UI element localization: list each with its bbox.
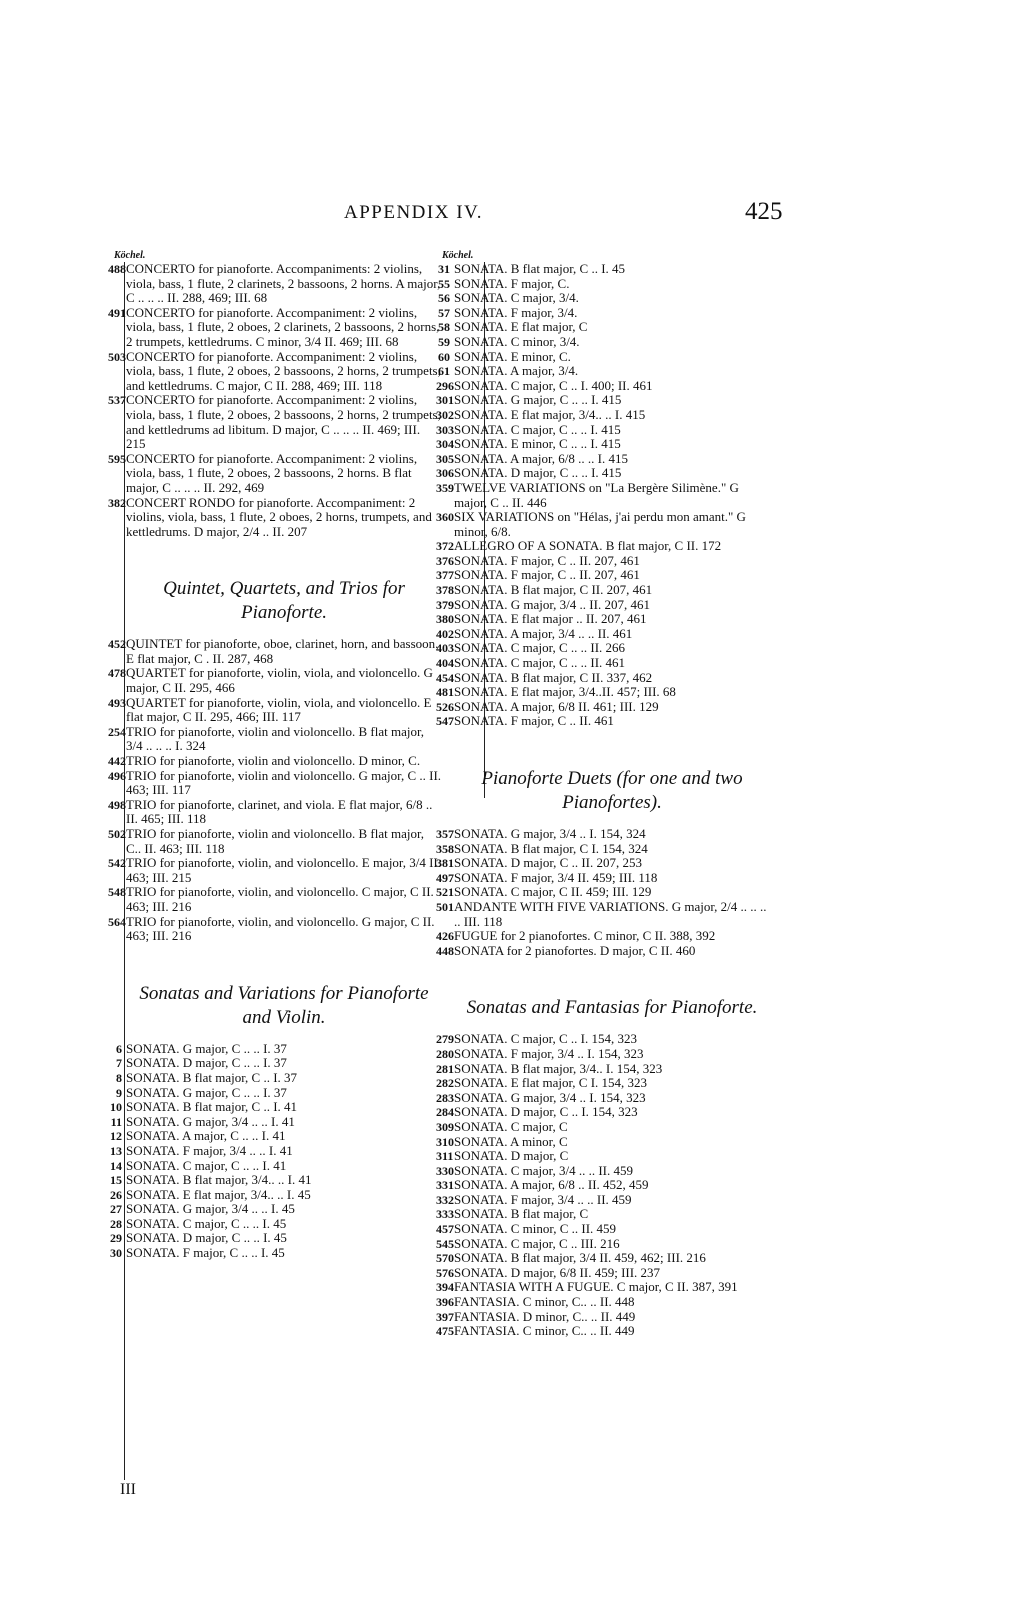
koechel-number: 497 — [436, 870, 454, 885]
catalogue-entry — [112, 1100, 442, 1115]
koechel-number: 360 — [436, 510, 454, 525]
catalogue-entry — [436, 538, 770, 554]
page-title: APPENDIX IV. — [344, 202, 484, 223]
entry-text: CONCERT RONDO for pianoforte. Accompaniment: 2 violins, viola, bass, 1 flute, 2 oboes, 2 horns, trumpets, and kettledrums. D major, 2/4 .. II. 207 — [126, 494, 432, 539]
entry-text: SONATA. D major, C — [454, 1148, 569, 1164]
koechel-number: 382 — [108, 495, 126, 510]
koechel-number: 333 — [436, 1207, 454, 1222]
entry-text: SONATA. C major, C .. I. 400; II. 461 — [454, 377, 653, 393]
entry-text: SONATA. E minor, C. — [454, 348, 571, 364]
section-heading-quintet: Quintet, Quartets, and Trios for Pianoforte. — [163, 578, 405, 624]
koechel-number: 306 — [436, 466, 454, 481]
catalogue-entry — [112, 1129, 442, 1144]
koechel-number: 60 — [438, 349, 450, 364]
catalogue-entry — [108, 494, 442, 540]
catalogue-entry — [436, 1148, 770, 1164]
koechel-column-label-left: Köchel. — [114, 250, 146, 261]
catalogue-entry — [112, 1246, 442, 1261]
koechel-number: 282 — [436, 1076, 454, 1091]
entry-text: SONATA. E flat major, 3/4.. .. I. 415 — [454, 406, 646, 422]
entry-text: CONCERTO for pianoforte. Accompaniment: 2 violins, viola, bass, 1 flute, 2 oboes, 2 bassoons, 2 horns, 2 trumpets, and kettledrums ad libitum. D major, C .. .. .. II. 469; III. 215 — [126, 392, 441, 452]
catalogue-entry — [436, 1045, 770, 1062]
catalogue-entry — [112, 1159, 442, 1174]
entry-text: SONATA. D major, 6/8 II. 459; III. 237 — [454, 1264, 661, 1280]
entry-text: SIX VARIATIONS on "Hélas, j'ai perdu mon amant." G minor, 6/8. — [454, 509, 746, 539]
koechel-number: 59 — [438, 334, 450, 349]
koechel-number: 56 — [438, 291, 450, 306]
left-column — [108, 261, 442, 1261]
catalogue-entry — [108, 855, 442, 885]
koechel-number: 576 — [436, 1265, 454, 1280]
koechel-number: 564 — [108, 914, 126, 929]
entry-text: TRIO for pianoforte, clarinet, and viola. E flat major, 6/8 .. II. 465; III. 118 — [126, 796, 433, 827]
entry-text: SONATA. C minor, 3/4. — [454, 333, 580, 349]
entry-text: QUARTET for pianoforte, violin, viola, and violoncello. G major, C II. 295, 466 — [126, 665, 433, 696]
catalogue-entry — [436, 1235, 770, 1252]
entry-text: SONATA. F major, 3/4 II. 459; III. 118 — [454, 869, 658, 885]
koechel-number: 547 — [436, 714, 454, 729]
printer-signature: III — [120, 1481, 136, 1498]
catalogue-entry — [436, 582, 770, 598]
catalogue-entry — [436, 1279, 770, 1295]
catalogue-entry — [436, 1294, 770, 1310]
catalogue-entry — [436, 1031, 770, 1047]
entry-text: SONATA. A minor, C — [454, 1133, 568, 1149]
catalogue-entry — [112, 1071, 442, 1086]
catalogue-entry — [436, 1089, 770, 1106]
catalogue-entry — [436, 1104, 770, 1120]
catalogue-entry — [436, 509, 770, 539]
koechel-number: 457 — [436, 1222, 454, 1237]
koechel-number: 311 — [436, 1149, 454, 1164]
koechel-number: 281 — [436, 1061, 454, 1076]
entry-text: SONATA. F major, C .. II. 461 — [454, 713, 614, 729]
catalogue-entry — [440, 350, 770, 365]
koechel-number: 402 — [436, 626, 454, 641]
entry-text: SONATA. A major, 6/8 .. .. I. 415 — [454, 450, 628, 466]
koechel-number: 379 — [436, 597, 454, 612]
entry-text: SONATA. E flat major, 3/4..II. 457; III. 68 — [454, 684, 676, 700]
koechel-number: 404 — [436, 656, 454, 671]
entry-text: FUGUE for 2 pianofortes. C minor, C II. 388, 392 — [454, 928, 716, 944]
koechel-number: 548 — [108, 885, 126, 900]
entry-text: SONATA. F major, 3/4 .. .. I. 41 — [126, 1142, 293, 1158]
koechel-number: 448 — [436, 943, 454, 958]
entry-text: QUINTET for pianoforte, oboe, clarinet, horn, and bassoon. E flat major, C . II. 287, 468 — [126, 636, 439, 666]
entry-text: SONATA. F major, 3/4 .. .. II. 459 — [454, 1191, 632, 1207]
koechel-number: 8 — [116, 1070, 122, 1085]
koechel-number: 7 — [116, 1056, 122, 1071]
entry-text: SONATA. G major, C .. .. I. 37 — [126, 1084, 287, 1100]
catalogue-entry — [440, 364, 770, 379]
entry-text: SONATA. E flat major, C I. 154, 323 — [454, 1075, 648, 1091]
koechel-number: 303 — [436, 422, 454, 437]
entry-text: TRIO for pianoforte, violin and violoncello. B flat major, 3/4 .. .. .. I. 324 — [126, 723, 425, 754]
entry-text: SONATA. E minor, C .. .. I. 415 — [454, 436, 621, 452]
catalogue-entry — [108, 826, 442, 856]
entry-text: SONATA. A major, 3/4 .. .. II. 461 — [454, 625, 633, 641]
catalogue-entry — [436, 392, 770, 408]
entry-text: TRIO for pianoforte, violin, and violoncello. E major, 3/4 II. 463; III. 215 — [126, 855, 442, 885]
koechel-number: 526 — [436, 699, 454, 714]
entry-text: SONATA. F major, 3/4. — [454, 304, 578, 320]
entry-text: SONATA for 2 pianofortes. D major, C II. 460 — [454, 942, 696, 958]
koechel-number: 397 — [436, 1309, 454, 1324]
entry-text: SONATA. B flat major, C II. 337, 462 — [454, 669, 653, 685]
catalogue-entry — [436, 713, 770, 729]
koechel-number: 309 — [436, 1119, 454, 1134]
entry-text: SONATA. C major, 3/4. — [454, 290, 579, 306]
catalogue-entry — [436, 377, 770, 394]
catalogue-entry — [436, 1191, 770, 1208]
entry-text: SONATA. A major, 6/8 .. II. 452, 459 — [454, 1177, 649, 1193]
entry-list — [108, 636, 442, 944]
entry-text: SONATA. C major, C .. I. 154, 323 — [454, 1031, 637, 1047]
koechel-number: 372 — [436, 539, 454, 554]
koechel-number: 301 — [436, 393, 454, 408]
koechel-number: 58 — [438, 320, 450, 335]
koechel-number: 491 — [108, 305, 126, 320]
koechel-number: 452 — [108, 637, 126, 652]
catalogue-entry — [108, 348, 442, 394]
catalogue-entry — [108, 723, 442, 754]
entry-text: SONATA. D major, C .. .. I. 415 — [454, 465, 622, 481]
entry-text: SONATA. G major, 3/4 .. I. 154, 324 — [454, 826, 646, 841]
catalogue-entry — [112, 1188, 442, 1203]
entry-text: SONATA. G major, 3/4 .. .. I. 41 — [126, 1113, 295, 1129]
entry-text: SONATA. C minor, C .. II. 459 — [454, 1221, 617, 1237]
entry-list — [112, 1042, 442, 1261]
koechel-number: 14 — [110, 1158, 122, 1173]
section-heading-sonatas-violin: Sonatas and Variations for Pianoforte and Violin. — [139, 982, 429, 1028]
entry-text: FANTASIA. C minor, C.. .. II. 448 — [454, 1294, 635, 1310]
koechel-number: 481 — [436, 685, 454, 700]
koechel-number: 30 — [110, 1246, 122, 1261]
catalogue-entry — [440, 277, 770, 292]
entry-text: SONATA. G major, 3/4 .. I. 154, 323 — [454, 1089, 646, 1105]
koechel-number: 394 — [436, 1280, 454, 1295]
catalogue-entry — [436, 655, 770, 671]
entry-text: CONCERTO for pianoforte. Accompaniment: 2 violins, viola, bass, 1 flute, 2 oboes, 2 clarinets, 2 bassoons, 2 horns, 2 trumpets, kettledrums. C minor, 3/4 II. 469; III. 68 — [126, 304, 440, 349]
entry-text: SONATA. B flat major, C .. I. 41 — [126, 1099, 298, 1115]
entry-text: SONATA. F major, 3/4 .. I. 154, 323 — [454, 1045, 644, 1061]
catalogue-entry — [440, 306, 770, 321]
koechel-number: 545 — [436, 1236, 454, 1251]
koechel-number: 304 — [436, 437, 454, 452]
koechel-number: 28 — [110, 1216, 122, 1231]
koechel-number: 29 — [110, 1231, 122, 1246]
catalogue-entry — [440, 335, 770, 350]
catalogue-entry — [436, 406, 770, 423]
koechel-number: 502 — [108, 827, 126, 841]
koechel-number: 377 — [436, 568, 454, 583]
koechel-number: 254 — [108, 724, 126, 739]
koechel-number: 403 — [436, 641, 454, 656]
koechel-number: 542 — [108, 856, 126, 871]
koechel-number: 31 — [438, 262, 450, 276]
koechel-number: 478 — [108, 666, 126, 681]
entry-text: CONCERTO for pianoforte. Accompaniment: 2 violins, viola, bass, 1 flute, 2 oboes, 2 bassoons, 2 horns. B flat major, C .. .. .. II. 292, 469 — [126, 450, 418, 495]
koechel-number: 27 — [110, 1202, 122, 1217]
entry-text: SONATA. C major, C .. .. II. 266 — [454, 640, 626, 656]
koechel-number: 283 — [436, 1090, 454, 1105]
catalogue-entry — [436, 1133, 770, 1150]
catalogue-entry — [440, 291, 770, 306]
koechel-number: 6 — [116, 1041, 122, 1056]
entry-text: SONATA. B flat major, C II. 207, 461 — [454, 582, 653, 598]
entry-text: SONATA. C major, C .. .. I. 41 — [126, 1157, 287, 1173]
koechel-number: 296 — [436, 378, 454, 393]
entry-text: SONATA. A major, 6/8 II. 461; III. 129 — [454, 698, 659, 714]
koechel-number: 331 — [436, 1178, 454, 1193]
koechel-number: 503 — [108, 349, 126, 364]
koechel-number: 12 — [110, 1129, 122, 1144]
koechel-number: 284 — [436, 1105, 454, 1120]
entry-list — [436, 826, 770, 958]
catalogue-entry — [436, 1118, 770, 1135]
catalogue-entry — [436, 826, 770, 842]
koechel-number: 55 — [438, 276, 450, 291]
entry-text: QUARTET for pianoforte, violin, viola, and violoncello. E flat major, C II. 295, 466; III. 117 — [126, 694, 432, 725]
catalogue-entry — [108, 665, 442, 696]
koechel-number: 15 — [110, 1173, 122, 1188]
entry-text: TRIO for pianoforte, violin and violoncello. B flat major, C.. II. 463; III. 118 — [126, 826, 425, 856]
catalogue-entry — [112, 1086, 442, 1101]
koechel-number: 570 — [436, 1251, 454, 1266]
koechel-number: 305 — [436, 451, 454, 466]
entry-text: SONATA. G major, C .. .. I. 415 — [454, 392, 622, 408]
entry-text: SONATA. B flat major, 3/4.. I. 154, 323 — [454, 1060, 663, 1076]
entry-text: SONATA. B flat major, 3/4.. .. I. 41 — [126, 1172, 312, 1188]
koechel-number: 13 — [110, 1143, 122, 1158]
koechel-number: 537 — [108, 393, 126, 408]
koechel-number: 10 — [110, 1100, 122, 1115]
catalogue-entry — [436, 421, 770, 438]
catalogue-entry — [108, 392, 442, 452]
entry-text: SONATA. B flat major, 3/4 II. 459, 462; III. 216 — [454, 1250, 706, 1266]
koechel-number: 9 — [116, 1085, 122, 1100]
entry-text: SONATA. A major, C .. .. I. 41 — [126, 1128, 286, 1144]
catalogue-entry — [108, 450, 442, 496]
entry-text: SONATA. C major, C — [454, 1118, 568, 1134]
koechel-number: 426 — [436, 929, 454, 944]
catalogue-entry — [112, 1115, 442, 1130]
entry-list — [108, 261, 442, 539]
catalogue-entry — [436, 1177, 770, 1193]
entry-text: CONCERTO for pianoforte. Accompaniments: 2 violins, viola, bass, 1 flute, 2 clarinets, 2 bassoons, 2 horns. A major, C .. .. .. II. 288, 469; III. 68 — [126, 261, 441, 306]
section-heading-fantasias: Sonatas and Fantasias for Pianoforte. — [466, 997, 758, 1019]
catalogue-entry — [436, 884, 770, 900]
entry-text: SONATA. B flat major, C .. I. 37 — [126, 1069, 298, 1085]
catalogue-entry — [436, 1323, 770, 1339]
entry-text: SONATA. B flat major, C .. I. 45 — [454, 261, 626, 276]
entry-text: SONATA. D major, C .. .. I. 45 — [126, 1230, 287, 1246]
koechel-number: 357 — [436, 827, 454, 841]
koechel-number: 442 — [108, 754, 126, 769]
catalogue-entry — [108, 261, 442, 306]
entry-text: FANTASIA. C minor, C.. .. II. 449 — [454, 1323, 635, 1339]
entry-text: SONATA. G major, 3/4 .. II. 207, 461 — [454, 596, 650, 612]
koechel-number: 358 — [436, 841, 454, 856]
catalogue-entry — [436, 1206, 770, 1222]
entry-text: SONATA. F major, C. — [454, 275, 570, 291]
entry-text: TRIO for pianoforte, violin and violoncello. G major, C .. II. 463; III. 117 — [126, 767, 442, 798]
catalogue-entry — [112, 1202, 442, 1217]
entry-text: FANTASIA WITH A FUGUE. C major, C II. 387, 391 — [454, 1279, 738, 1295]
catalogue-entry — [436, 625, 770, 642]
right-column — [436, 261, 770, 1339]
koechel-number: 380 — [436, 612, 454, 627]
koechel-number: 359 — [436, 480, 454, 495]
catalogue-entry — [436, 1264, 770, 1281]
catalogue-entry — [108, 884, 442, 914]
entry-text: SONATA. G major, 3/4 .. .. I. 45 — [126, 1201, 295, 1217]
catalogue-entry — [108, 767, 442, 798]
catalogue-entry — [436, 928, 770, 944]
entry-text: SONATA. E flat major, C — [454, 319, 588, 335]
koechel-number: 521 — [436, 885, 454, 900]
entry-text: SONATA. D major, C .. .. I. 37 — [126, 1055, 287, 1071]
catalogue-entry — [436, 840, 770, 857]
entry-text: SONATA. C major, C .. III. 216 — [454, 1235, 620, 1251]
koechel-number: 496 — [108, 768, 126, 783]
koechel-number: 302 — [436, 407, 454, 422]
catalogue-entry — [436, 1060, 770, 1077]
catalogue-entry — [112, 1042, 442, 1057]
catalogue-entry — [436, 450, 770, 467]
entry-text: SONATA. F major, C .. II. 207, 461 — [454, 567, 640, 583]
catalogue-entry — [436, 640, 770, 656]
koechel-number: 454 — [436, 670, 454, 685]
koechel-number: 61 — [438, 364, 450, 379]
entry-text: ALLEGRO OF A SONATA. B flat major, C II. 172 — [454, 538, 722, 554]
entry-text: SONATA. C major, C II. 459; III. 129 — [454, 884, 652, 900]
catalogue-entry — [436, 611, 770, 627]
catalogue-entry — [436, 669, 770, 686]
entry-text: SONATA. C major, C .. .. I. 415 — [454, 421, 621, 437]
catalogue-entry — [112, 1173, 442, 1188]
entry-text: TRIO for pianoforte, violin, and violoncello. C major, C II. 463; III. 216 — [126, 884, 434, 914]
koechel-number: 488 — [108, 262, 126, 276]
catalogue-entry — [436, 552, 770, 569]
entry-text: SONATA. A major, 3/4. — [454, 363, 579, 379]
page-number: 425 — [745, 198, 783, 225]
entry-text: SONATA. D major, C .. I. 154, 323 — [454, 1104, 638, 1120]
koechel-number: 376 — [436, 553, 454, 568]
catalogue-entry — [112, 1231, 442, 1246]
catalogue-entry — [436, 465, 770, 481]
catalogue-entry — [436, 942, 770, 959]
entry-text: ANDANTE WITH FIVE VARIATIONS. G major, 2/4 .. .. .. .. III. 118 — [454, 898, 767, 929]
koechel-number: 280 — [436, 1046, 454, 1061]
catalogue-entry — [436, 479, 770, 510]
catalogue-entry — [436, 1221, 770, 1237]
catalogue-entry — [436, 855, 770, 871]
catalogue-entry — [436, 698, 770, 715]
catalogue-entry — [440, 320, 770, 335]
entry-text: SONATA. B flat major, C I. 154, 324 — [454, 840, 648, 856]
entry-text: SONATA. E flat major, 3/4.. .. I. 45 — [126, 1186, 311, 1202]
catalogue-entry — [436, 596, 770, 613]
catalogue-entry — [436, 1162, 770, 1179]
koechel-column-label-right: Köchel. — [442, 250, 474, 261]
koechel-number: 475 — [436, 1324, 454, 1339]
koechel-number: 378 — [436, 583, 454, 598]
catalogue-entry — [436, 567, 770, 583]
koechel-number: 332 — [436, 1192, 454, 1207]
catalogue-entry — [108, 636, 442, 666]
catalogue-entry — [108, 753, 442, 769]
koechel-number: 11 — [110, 1114, 122, 1129]
entry-text: SONATA. C major, C .. .. II. 461 — [454, 655, 626, 671]
catalogue-entry — [436, 869, 770, 886]
catalogue-entry — [436, 1075, 770, 1091]
koechel-number: 498 — [108, 797, 126, 812]
catalogue-entry — [436, 1250, 770, 1266]
entry-text: CONCERTO for pianoforte. Accompaniment: 2 violins, viola, bass, 1 flute, 2 oboes, 2 bassoons, 2 horns, 2 trumpets, and kettledrums. C major, C II. 288, 469; III. 118 — [126, 348, 441, 393]
entry-text: TWELVE VARIATIONS on "La Bergère Silimène." G major, C .. II. 446 — [454, 479, 739, 510]
catalogue-entry — [108, 694, 442, 725]
catalogue-entry — [436, 436, 770, 452]
koechel-number: 57 — [438, 305, 450, 320]
entry-text: SONATA. D major, C .. II. 207, 253 — [454, 855, 643, 871]
koechel-number: 493 — [108, 695, 126, 710]
catalogue-entry — [108, 913, 442, 944]
koechel-number: 279 — [436, 1032, 454, 1047]
entry-text: SONATA. C major, 3/4 .. .. II. 459 — [454, 1162, 633, 1178]
catalogue-entry — [436, 1308, 770, 1325]
entry-text: SONATA. F major, C .. II. 207, 461 — [454, 552, 640, 568]
entry-text: SONATA. B flat major, C — [454, 1206, 589, 1222]
entry-text: SONATA. E flat major .. II. 207, 461 — [454, 611, 647, 627]
catalogue-entry — [108, 304, 442, 350]
catalogue-entry — [440, 262, 770, 277]
koechel-number: 26 — [110, 1187, 122, 1202]
entry-text: SONATA. C major, C .. .. I. 45 — [126, 1215, 287, 1231]
section-heading-duets: Pianoforte Duets (for one and two Pianofortes). — [481, 768, 743, 813]
entry-text: TRIO for pianoforte, violin and violoncello. D minor, C. — [126, 753, 421, 769]
entry-list — [436, 1031, 770, 1339]
koechel-number: 501 — [436, 899, 454, 914]
koechel-number: 595 — [108, 451, 126, 466]
catalogue-entry — [112, 1056, 442, 1071]
entry-text: SONATA. G major, C .. .. I. 37 — [126, 1040, 287, 1056]
koechel-number: 310 — [436, 1134, 454, 1149]
catalogue-entry — [112, 1144, 442, 1159]
koechel-number: 330 — [436, 1163, 454, 1178]
catalogue-entry — [108, 796, 442, 827]
catalogue-entry — [436, 898, 770, 929]
catalogue-entry — [436, 684, 770, 700]
entry-text: FANTASIA. D minor, C.. .. II. 449 — [454, 1308, 636, 1324]
koechel-number: 381 — [436, 856, 454, 871]
catalogue-entry — [112, 1217, 442, 1232]
entry-text: TRIO for pianoforte, violin, and violoncello. G major, C II. 463; III. 216 — [126, 913, 435, 944]
entry-text: SONATA. F major, C .. .. I. 45 — [126, 1245, 285, 1261]
koechel-number: 396 — [436, 1295, 454, 1310]
entry-list — [436, 261, 770, 729]
